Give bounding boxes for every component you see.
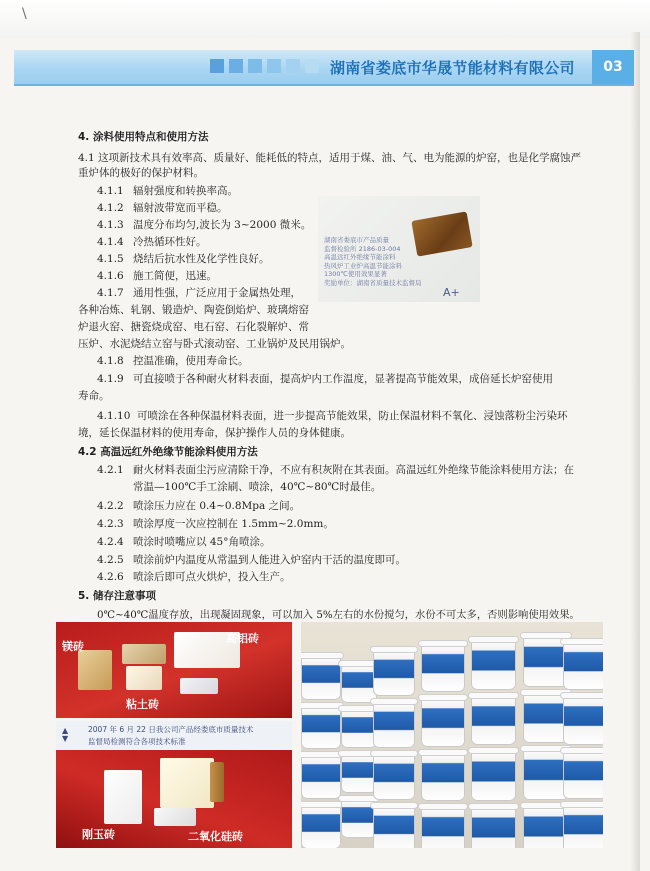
certificate-line: 奖励单位：湖南省质量技术监督局 — [324, 278, 422, 287]
item-text: 控温准确，使用寿命长。 — [133, 355, 249, 367]
paint-bucket — [421, 753, 465, 801]
caption-line: 监督局检测符合各项技术标准 — [88, 737, 186, 746]
paint-bucket — [301, 805, 341, 848]
item-text: 通用性强，广泛应用于金属热处理， — [133, 287, 301, 299]
paint-bucket — [301, 755, 341, 799]
page-header — [14, 50, 634, 86]
high-alumina-brick-label: 高铝砖 — [226, 632, 259, 645]
item-number: 4.1.5 — [97, 253, 124, 265]
item-number: 4.1.6 — [97, 270, 124, 282]
item-number: 4.1.10 — [97, 410, 131, 422]
certificate-line: 1300℃使用效果显著 — [324, 270, 387, 279]
item-text: 耐火材料表面尘污应清除干净，不应有积灰附在其表面。高温远红外绝缘节能涂料使用方法；在 — [133, 464, 574, 476]
list-item — [97, 408, 568, 425]
item-text: 烧结后抗水性及化学性良好。 — [133, 253, 270, 265]
header-square — [229, 59, 243, 73]
item-number: 4.2.6 — [97, 571, 124, 583]
item-text: 喷涂压力应在 0.4~0.8Mpa 之间。 — [133, 500, 301, 512]
storage-note: 0℃~40℃温度存放，出现凝固现象，可以加入 5%左右的水份搅匀，水份不可太多，否则影响使用效果。 — [97, 609, 580, 621]
paint-bucket — [341, 664, 377, 703]
paint-bucket — [373, 650, 415, 696]
header-decoration-squares — [210, 59, 319, 73]
header-square — [286, 59, 300, 73]
list-item — [97, 353, 249, 370]
certificate-grade: A+ — [443, 286, 460, 299]
paragraph-4-1-line1: 4.1 这项新技术具有效率高、质量好、能耗低的特点，适用于煤、油、气、电为能源的炉窑，也是化学腐蚀严 — [78, 152, 582, 164]
item-text: 施工简便，迅速。 — [133, 270, 217, 282]
list-item-continuation: 炉退火窑、搪瓷烧成窑、电石窑、石化裂解炉、常 — [78, 321, 309, 333]
list-item-continuation: 压炉、水泥烧结立窑与卧式滚动窑、工业锅炉及民用锅炉。 — [78, 338, 351, 350]
header-square — [267, 59, 281, 73]
list-item-continuation: 寿命。 — [78, 390, 110, 402]
magnesia-brick-label: 镁砖 — [62, 640, 84, 653]
paint-bucket — [563, 805, 603, 848]
item-number: 4.1.9 — [97, 373, 124, 385]
award-certificate-photo — [318, 196, 480, 302]
item-number: 4.2.2 — [97, 500, 124, 512]
section-5-heading: 5. 储存注意事项 — [78, 590, 156, 602]
photo-caption — [56, 721, 292, 749]
list-item-continuation: 各种冶炼、轧钢、锻造炉、陶瓷倒焰炉、玻璃熔窑 — [78, 304, 309, 316]
list-item — [97, 200, 228, 217]
header-square — [248, 59, 262, 73]
paint-bucket — [341, 754, 377, 793]
company-name: 湖南省娄底市华晟节能材料有限公司 — [330, 59, 575, 77]
certificate-line: 湖南省娄底市产品质量 — [324, 236, 389, 244]
paint-bucket — [563, 751, 603, 799]
item-text: 喷涂后即可点火烘炉，投入生产。 — [133, 571, 291, 583]
paint-bucket — [421, 807, 465, 848]
item-text: 喷涂时喷嘴应以 45°角喷涂。 — [133, 536, 271, 548]
clay-brick-label: 粘土砖 — [126, 698, 159, 711]
section-4-2-heading: 4.2 高温远红外绝缘节能涂料使用方法 — [78, 446, 258, 458]
coated-sample — [180, 678, 218, 694]
paint-bucket — [373, 702, 415, 748]
header-square — [305, 59, 319, 73]
item-text: 冷热循环性好。 — [133, 236, 207, 248]
paint-bucket — [373, 754, 415, 800]
list-item — [97, 462, 574, 479]
item-text: 温度分布均匀,波长为 3~2000 微米。 — [133, 219, 312, 231]
paint-bucket — [421, 644, 465, 692]
paragraph-4-1-line2: 重炉体的极好的保护材料。 — [78, 167, 204, 179]
list-item — [97, 217, 311, 234]
list-item — [97, 569, 291, 586]
item-text: 喷涂厚度一次应控制在 1.5mm~2.0mm。 — [133, 518, 334, 530]
item-number: 4.1.4 — [97, 236, 124, 248]
item-number: 4.2.3 — [97, 518, 124, 530]
list-item — [97, 268, 217, 285]
corundum-brick-sample — [104, 770, 142, 824]
section-4-heading: 4. 涂料使用特点和使用方法 — [78, 131, 209, 143]
paint-bucket — [471, 640, 516, 690]
item-text: 辐射波带宽而平稳。 — [133, 202, 228, 214]
clay-brick-sample — [122, 644, 166, 664]
page-binding-edge — [630, 32, 640, 871]
paint-bucket — [373, 806, 415, 848]
list-item — [97, 234, 207, 251]
item-text: 可直接喷于各种耐火材料表面，提高炉内工作温度，显著提高节能效果，成倍延长炉窑使用 — [133, 373, 553, 385]
paint-bucket — [301, 656, 341, 700]
item-text: 辐射强度和转换率高。 — [133, 185, 238, 197]
item-number: 4.1.8 — [97, 355, 124, 367]
paint-bucket — [341, 709, 377, 748]
certificate-text — [324, 236, 450, 288]
clay-brick-sample — [126, 666, 162, 690]
list-item — [97, 285, 301, 302]
silica-brick-sample — [160, 758, 214, 808]
list-item-continuation: 境，延长保温材料的使用寿命，保护操作人员的身体健康。 — [78, 427, 351, 439]
certificate-line: 监督检验所 2186-03-004 — [324, 244, 401, 253]
arrow-icon: ▲ ▼ — [62, 726, 69, 743]
paint-bucket — [563, 696, 603, 744]
silica-brick-edge — [210, 762, 224, 802]
item-number: 4.1.2 — [97, 202, 124, 214]
item-text: 可喷涂在各种保温材料表面，进一步提高节能效果，防止保温材料不氧化、浸蚀落粉尘污染环 — [137, 410, 568, 422]
silica-brick-label: 二氧化硅砖 — [188, 830, 243, 843]
list-item — [97, 371, 553, 388]
list-item — [97, 251, 270, 268]
header-square — [210, 59, 224, 73]
paint-bucket — [421, 698, 465, 746]
brick-samples-photo-top — [56, 622, 292, 718]
page-top-edge — [0, 0, 650, 38]
item-number: 4.1.7 — [97, 287, 124, 299]
magnesia-brick-sample — [78, 650, 112, 690]
item-number: 4.1.3 — [97, 219, 124, 231]
caption-line: 2007 年 6 月 22 日我公司产品经娄底市质量技术 — [88, 725, 254, 734]
brick-samples-photo-bottom — [56, 750, 292, 848]
page-number: 03 — [592, 50, 634, 84]
list-item-continuation: 常温—100℃手工涂刷、喷涂，40℃~80℃时最佳。 — [133, 481, 382, 493]
item-text: 喷涂前炉内温度从常温到人能进入炉窑内干活的温度即可。 — [133, 554, 406, 566]
corundum-brick-label: 刚玉砖 — [82, 828, 115, 841]
certificate-line: 高温远红外绝缘节能涂料 — [324, 253, 396, 262]
paint-bucket — [471, 696, 516, 746]
corner-scan-mark: \ — [22, 6, 27, 22]
list-item — [97, 552, 406, 569]
paint-bucket — [301, 706, 341, 750]
list-item — [97, 516, 334, 533]
paint-bucket — [471, 751, 516, 801]
product-buckets-photo — [301, 622, 603, 848]
list-item — [97, 534, 270, 551]
list-item — [97, 498, 300, 515]
coated-sample — [154, 808, 196, 826]
item-number: 4.1.1 — [97, 185, 124, 197]
item-number: 4.2.1 — [97, 464, 124, 476]
paint-bucket — [471, 807, 516, 848]
item-number: 4.2.5 — [97, 554, 124, 566]
certificate-line: 热风炉工业炉高温节能涂料 — [324, 261, 402, 270]
item-number: 4.2.4 — [97, 536, 124, 548]
list-item — [97, 183, 238, 200]
paint-bucket — [563, 642, 603, 690]
